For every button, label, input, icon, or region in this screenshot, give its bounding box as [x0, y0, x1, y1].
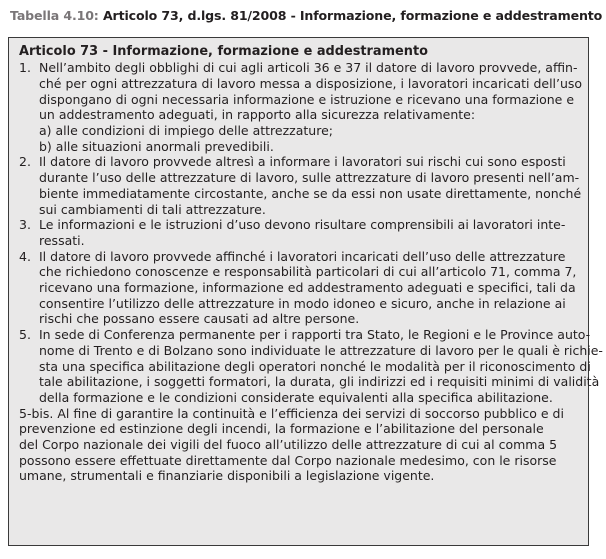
article-item	[19, 217, 580, 248]
item-text	[39, 217, 580, 248]
item-text	[39, 249, 580, 328]
text-line: ressati.	[39, 232, 85, 248]
text-line: prevenzione ed estinzione degli incendi, la formazione e l’abilitazione del personale	[19, 421, 544, 437]
item-text	[39, 327, 603, 406]
item-number: 5.	[19, 327, 31, 343]
text-line: ché per ogni attrezzatura di lavoro messa a disposizione, i lavoratori incaricati dell’uso	[39, 75, 583, 91]
text-line: In sede di Conferenza permanente per i rapporti tra Stato, le Regioni e le Province auto-	[39, 327, 591, 343]
article-item	[19, 327, 603, 406]
text-line: Nell’ambito degli obblighi di cui agli articoli 36 e 37 il datore di lavoro provvede, affin-	[39, 60, 578, 76]
text-line: che richiedono conoscenze e responsabilità particolari di cui all’articolo 71, comma 7,	[39, 264, 577, 280]
article-title: Articolo 73 - Informazione, formazione e addestramento	[19, 44, 428, 59]
text-line: consentire l’utilizzo delle attrezzature in modo idoneo e sicuro, anche in relazione ai	[39, 295, 566, 311]
article-items	[19, 60, 603, 484]
text-line: b) alle situazioni anormali prevedibili.	[39, 138, 274, 154]
text-line: Le informazioni e le istruzioni d’uso devono risultare comprensibili ai lavoratori inte-	[39, 217, 566, 233]
article-item	[19, 249, 580, 328]
item-text	[39, 60, 582, 154]
text-line: nome di Trento e di Bolzano sono individuate le attrezzature di lavoro per le quali è richie-	[39, 342, 603, 358]
text-line: 5-bis. Al fine di garantire la continuità e l’efficienza dei servizi di soccorso pubblico e di	[19, 405, 564, 421]
item-number: 1.	[19, 60, 31, 76]
article-item	[19, 154, 580, 217]
text-line: Il datore di lavoro provvede altresì a informare i lavoratori sui rischi cui sono esposti	[39, 154, 566, 170]
text-line: ricevano una formazione, informazione ed addestramento adeguati e specifici, tali da	[39, 280, 576, 296]
item-text	[19, 406, 580, 485]
text-line: umane, strumentali e finanziarie disponibili a legislazione vigente.	[19, 468, 435, 484]
text-line: sta una specifica abilitazione degli operatori nonché le modalità per il riconoscimento di	[39, 358, 591, 374]
item-number: 4.	[19, 248, 31, 264]
text-line: tale abilitazione, i soggetti formatori, la durata, gli indirizzi ed i requisiti minimi di validità	[39, 374, 600, 390]
text-line: a) alle condizioni di impiego delle attrezzature;	[39, 123, 333, 139]
article-box	[8, 37, 603, 546]
text-line: biente immediatamente circostante, anche se da essi non usate direttamente, nonché	[39, 185, 582, 201]
item-text	[39, 154, 581, 217]
text-line: del Corpo nazionale dei vigili del fuoco all’utilizzo delle attrezzature di cui al comma 5	[19, 437, 558, 453]
article-item	[19, 406, 580, 485]
text-line: un addestramento adeguati, in rapporto alla sicurezza relativamente:	[39, 107, 476, 123]
text-line: sui cambiamenti di tali attrezzature.	[39, 201, 266, 217]
table-title: Articolo 73, d.lgs. 81/2008 - Informazione, formazione e addestramento	[102, 8, 603, 23]
article-item	[19, 60, 583, 154]
text-line: dispongano di ogni necessaria informazione e istruzione e ricevano una formazione e	[39, 91, 575, 107]
table-caption	[10, 8, 602, 23]
text-line: durante l’uso delle attrezzature di lavoro, sulle attrezzature di lavoro presenti nell’am-	[39, 170, 580, 186]
table-number: Tabella 4.10:	[10, 8, 99, 23]
text-line: possono essere effettuate direttamente dal Corpo nazionale medesimo, con le risorse	[19, 452, 557, 468]
text-line: Il datore di lavoro provvede affinché i lavoratori incaricati dell’uso delle attrezzature	[39, 248, 566, 264]
item-number: 3.	[19, 217, 31, 233]
item-number: 2.	[19, 154, 31, 170]
text-line: rischi che possano essere causati ad altre persone.	[39, 311, 360, 327]
text-line: della formazione e le condizioni considerate equivalenti alla specifica abilitazione.	[39, 389, 553, 405]
